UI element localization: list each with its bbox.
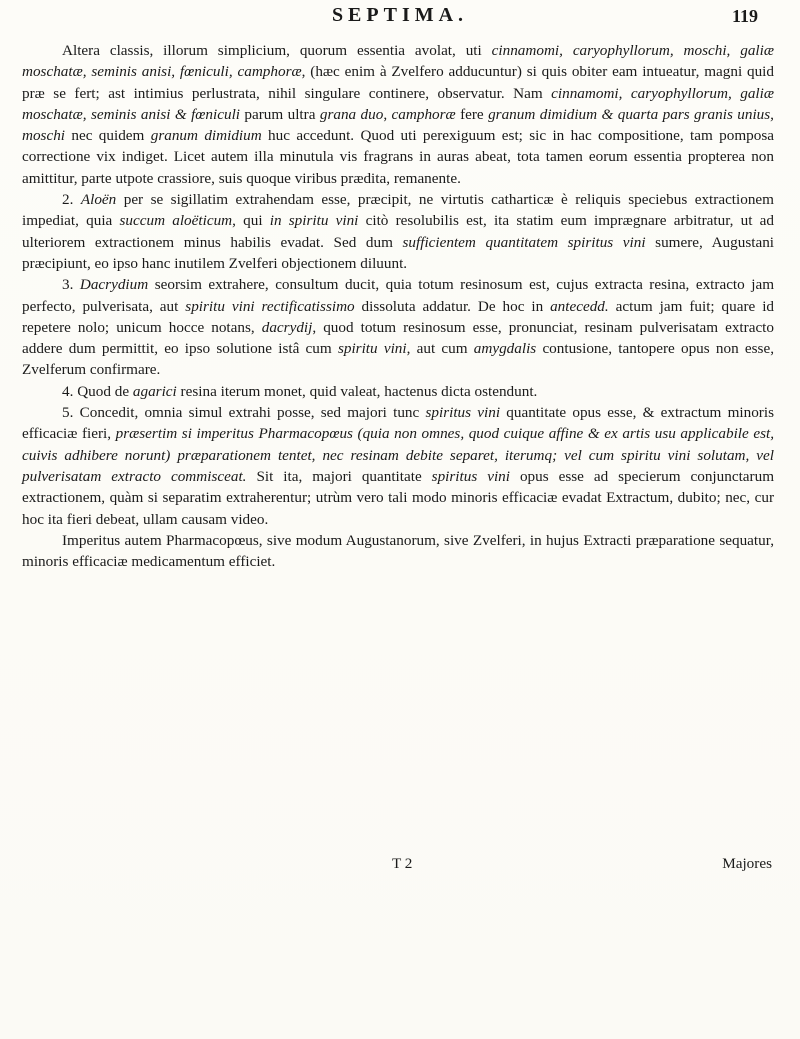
text-run: , (hæc enim à Zvelfero adducuntur) si quis obiter eam intueatur, magni quid præ se fert; ast intimius perlustrata, nihil singulare continere, observatur. Nam [22, 63, 774, 102]
italic-run: dacrydij [261, 318, 313, 336]
text-run: dissoluta addatur. De hoc in [354, 297, 551, 315]
paragraph-1 [22, 40, 774, 189]
text-run: actum jam fuit; quare id repetere nolo; unicum hocce notans, [22, 297, 775, 336]
body-text [22, 40, 774, 572]
text-run: quantitate opus esse, & extractum minoris efficaciæ fieri, [22, 404, 774, 443]
italic-run: camphoræ [391, 105, 456, 123]
text-run: sumere, Augustani præcipiunt, eo ipso hanc inutilem Zvelferi objectionem diluunt. [22, 233, 775, 272]
page-header [0, 4, 800, 36]
text-run: 4. Quod de [62, 382, 133, 400]
italic-run: præsertim si imperitus Pharmacopœus (quia non omnes, quod cuique affine & ex artis usu applicabile est, cuivis adhibere norunt) præparationem tentet, nec resinam debite separet, iterumq; vel cum spiritu vini solutam, vel pulverisatam extracto commisceat. [22, 425, 774, 485]
text-run: opus esse ad specierum conjunctarum extractionem, quàm si separatim extraherentur; utrùm vero tali modo minoris efficaciæ evadat Extractum, dubito; nec, cur hoc ita fieri debeat, ullam causam video. [22, 467, 775, 528]
text-run: huc accedunt. Quod uti perexiguum est; sic in hac compositione, tam pomposa correctione vix indiget. Licet autem illa minutula vis fragrans in auras abeat, tota tamen eorum essentia propterea non amittitur, parte utpote crassiore, suis quoque viribus prædita, remanente. [22, 127, 774, 187]
text-run: 3. [62, 276, 80, 294]
italic-run: spiritu vini rectificatissimo [185, 297, 355, 315]
italic-run: in spiritu vini [269, 212, 359, 230]
paragraph-5 [22, 402, 774, 530]
text-run: resina iterum monet, quid valeat, hactenus dicta ostendunt. [176, 382, 538, 400]
text-run: , [383, 105, 392, 123]
catchword: Majores [722, 855, 772, 872]
paragraph-2 [22, 189, 774, 274]
italic-run: granum dimidium & quarta pars granis unius, moschi [22, 105, 774, 145]
italic-run: succum aloëticum [119, 212, 233, 230]
italic-run: antecedd. [550, 297, 609, 315]
italic-run: amygdalis [473, 340, 537, 358]
text-run: 5. Concedit, omnia simul extrahi posse, sed majori tunc [62, 404, 426, 422]
italic-run: Aloën [80, 191, 117, 209]
text-run: Altera classis, illorum simplicium, quorum essentia avolat, uti [62, 42, 492, 59]
text-run: , qui [232, 212, 270, 230]
italic-run: spiritus vini [425, 404, 501, 422]
text-run: Sit ita, majori quantitate [246, 467, 432, 485]
text-run: contusione, tantopere opus non esse, Zvelferum confirmare. [22, 340, 775, 379]
text-run: citò resolubilis est, ita statim eum imprægnare arbitratur, ut ad ulteriorem extractionem minus habilis evadat. Sed dum [22, 212, 774, 251]
text-run: fere [455, 105, 489, 123]
text-run: , aut cum [406, 340, 474, 358]
italic-run: granum dimidium [150, 127, 262, 145]
signature-mark: T 2 [392, 855, 413, 872]
text-run: seorsim extrahere, consultum ducit, quia totum resinosum est, cujus extracta resina, extracto jam perfecto, pulverisata, aut [22, 276, 775, 315]
text-run: Imperitus autem Pharmacopœus, sive modum Augustanorum, sive Zvelferi, in hujus Extracti præparatione sequatur, minoris efficaciæ medicamentum efficiet. [22, 531, 774, 571]
text-run: 2. [62, 191, 81, 209]
italic-run: cinnamomi, caryophyllorum, galiæ moschatæ, seminis anisi & fœniculi [22, 84, 774, 123]
italic-run: sufficientem quantitatem spiritus vini [402, 233, 646, 251]
paragraph-3 [22, 274, 774, 380]
italic-run: cinnamomi, caryophyllorum, moschi, galiæ moschatæ, seminis anisi, fœniculi, camphoræ [22, 42, 774, 81]
italic-run: agarici [132, 382, 177, 400]
paragraph-6 [22, 530, 774, 573]
running-head: SEPTIMA. [331, 4, 469, 26]
page-number: 119 [731, 6, 758, 26]
page-footer [22, 855, 772, 879]
text-run: , quod totum resinosum esse, pronunciat, resinam pulverisatam extracto addere dum permittit, eo ipso solutione istâ cum [22, 318, 774, 358]
paragraph-4 [22, 381, 774, 402]
text-run: per se sigillatim extrahendam esse, præcipit, ne virtutis catharticæ è reliquis speciebus extractionem impediat, quia [22, 191, 774, 230]
italic-run: Dacrydium [79, 276, 149, 294]
text-run: parum ultra [240, 105, 320, 123]
italic-run: spiritu vini [337, 340, 407, 358]
text-run: nec quidem [65, 127, 151, 145]
italic-run: grana duo [319, 105, 384, 123]
italic-run: spiritus vini [431, 467, 510, 485]
